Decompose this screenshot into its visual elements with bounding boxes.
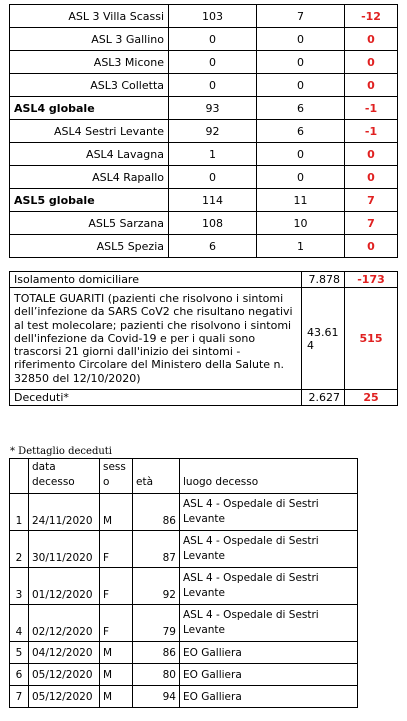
hospital-value-1: 108 [169,212,257,235]
death-age: 86 [133,494,180,531]
death-sex: M [100,664,133,686]
hospital-value-1: 103 [169,5,257,28]
hospital-value-2: 6 [257,120,345,143]
death-date: 05/12/2020 [29,664,100,686]
header-place: luogo decesso [180,459,358,494]
hospital-delta: 0 [345,51,398,74]
hospital-row [10,74,398,97]
death-place: ASL 4 - Ospedale di Sestri Levante [180,494,358,531]
guariti-row [10,288,398,390]
death-place: EO Galliera [180,686,358,708]
death-age: 87 [133,531,180,568]
hospital-value-1: 6 [169,235,257,258]
hospital-table [9,4,398,258]
death-index: 5 [10,642,29,664]
hospital-delta: 7 [345,189,398,212]
death-date: 24/11/2020 [29,494,100,531]
isolamento-label: Isolamento domiciliare [10,272,302,288]
hospital-row [10,235,398,258]
hospital-name: ASL5 Sarzana [10,212,169,235]
hospital-row [10,166,398,189]
guariti-label: TOTALE GUARITI (pazienti che risolvono i sintomi dell’infezione da SARS CoV2 che risultano negativi al test molecolare; pazienti che risolvono i sintomi dell'infezione da Covid-19 e per i quali sono trascorsi 21 giorni dall'inizio dei sintomi - riferimento Circolare del Ministero della Salute n. 32850 del 12/10/2020) [10,288,302,390]
hospital-delta: -1 [345,120,398,143]
hospital-value-2: 0 [257,166,345,189]
hospital-name: ASL 3 Villa Scassi [10,5,169,28]
death-age: 92 [133,568,180,605]
hospital-name: ASL 3 Gallino [10,28,169,51]
death-place: EO Galliera [180,642,358,664]
death-sex: F [100,568,133,605]
hospital-value-1: 92 [169,120,257,143]
death-age: 86 [133,642,180,664]
hospital-row [10,28,398,51]
hospital-row [10,51,398,74]
hospital-name: ASL4 globale [10,97,169,120]
hospital-delta: -12 [345,5,398,28]
hospital-row [10,189,398,212]
deceduti-delta: 25 [345,390,398,406]
hospital-value-1: 114 [169,189,257,212]
hospital-delta: -1 [345,97,398,120]
death-date: 04/12/2020 [29,642,100,664]
guariti-value: 43.614 [302,288,345,390]
death-row [10,568,358,605]
deceduti-label: Deceduti* [10,390,302,406]
hospital-name: ASL5 globale [10,189,169,212]
guariti-delta: 515 [345,288,398,390]
death-row [10,531,358,568]
hospital-value-2: 6 [257,97,345,120]
death-index: 1 [10,494,29,531]
hospital-delta: 0 [345,74,398,97]
hospital-name: ASL3 Micone [10,51,169,74]
death-date: 01/12/2020 [29,568,100,605]
hospital-name: ASL4 Sestri Levante [10,120,169,143]
death-row [10,605,358,642]
death-sex: M [100,642,133,664]
death-sex: M [100,494,133,531]
death-date: 02/12/2020 [29,605,100,642]
death-place: ASL 4 - Ospedale di Sestri Levante [180,568,358,605]
hospital-name: ASL4 Lavagna [10,143,169,166]
death-age: 80 [133,664,180,686]
death-row [10,642,358,664]
death-date: 05/12/2020 [29,686,100,708]
death-sex: F [100,605,133,642]
hospital-delta: 0 [345,166,398,189]
isolamento-value: 7.878 [302,272,345,288]
isolamento-delta: -173 [345,272,398,288]
hospital-value-1: 0 [169,28,257,51]
death-age: 94 [133,686,180,708]
deaths-caption: * Dettaglio deceduti [10,446,113,457]
death-index: 7 [10,686,29,708]
death-place: ASL 4 - Ospedale di Sestri Levante [180,531,358,568]
hospital-value-1: 1 [169,143,257,166]
deceduti-value: 2.627 [302,390,345,406]
death-age: 79 [133,605,180,642]
hospital-delta: 0 [345,235,398,258]
hospital-delta: 0 [345,143,398,166]
hospital-delta: 7 [345,212,398,235]
hospital-name: ASL4 Rapallo [10,166,169,189]
death-index: 6 [10,664,29,686]
hospital-value-2: 1 [257,235,345,258]
hospital-value-1: 0 [169,166,257,189]
hospital-name: ASL3 Colletta [10,74,169,97]
hospital-value-1: 0 [169,74,257,97]
death-place: ASL 4 - Ospedale di Sestri Levante [180,605,358,642]
hospital-row [10,212,398,235]
hospital-row [10,120,398,143]
death-date: 30/11/2020 [29,531,100,568]
hospital-delta: 0 [345,28,398,51]
header-date: data decesso [29,459,100,494]
death-index: 3 [10,568,29,605]
deaths-header-row [10,459,358,494]
hospital-value-2: 0 [257,74,345,97]
death-index: 4 [10,605,29,642]
deceduti-row [10,390,398,406]
hospital-value-2: 7 [257,5,345,28]
hospital-value-1: 0 [169,51,257,74]
death-place: EO Galliera [180,664,358,686]
death-row [10,664,358,686]
totals-table [9,271,398,406]
header-index [10,459,29,494]
hospital-value-2: 0 [257,143,345,166]
hospital-value-2: 0 [257,51,345,74]
death-sex: M [100,686,133,708]
death-index: 2 [10,531,29,568]
hospital-value-2: 0 [257,28,345,51]
death-row [10,686,358,708]
hospital-name: ASL5 Spezia [10,235,169,258]
hospital-row [10,143,398,166]
hospital-row [10,5,398,28]
header-age: età [133,459,180,494]
deaths-table [9,458,358,708]
death-row [10,494,358,531]
hospital-value-1: 93 [169,97,257,120]
hospital-value-2: 10 [257,212,345,235]
hospital-value-2: 11 [257,189,345,212]
isolamento-row [10,272,398,288]
death-sex: F [100,531,133,568]
header-sex: sesso [100,459,133,494]
hospital-row [10,97,398,120]
